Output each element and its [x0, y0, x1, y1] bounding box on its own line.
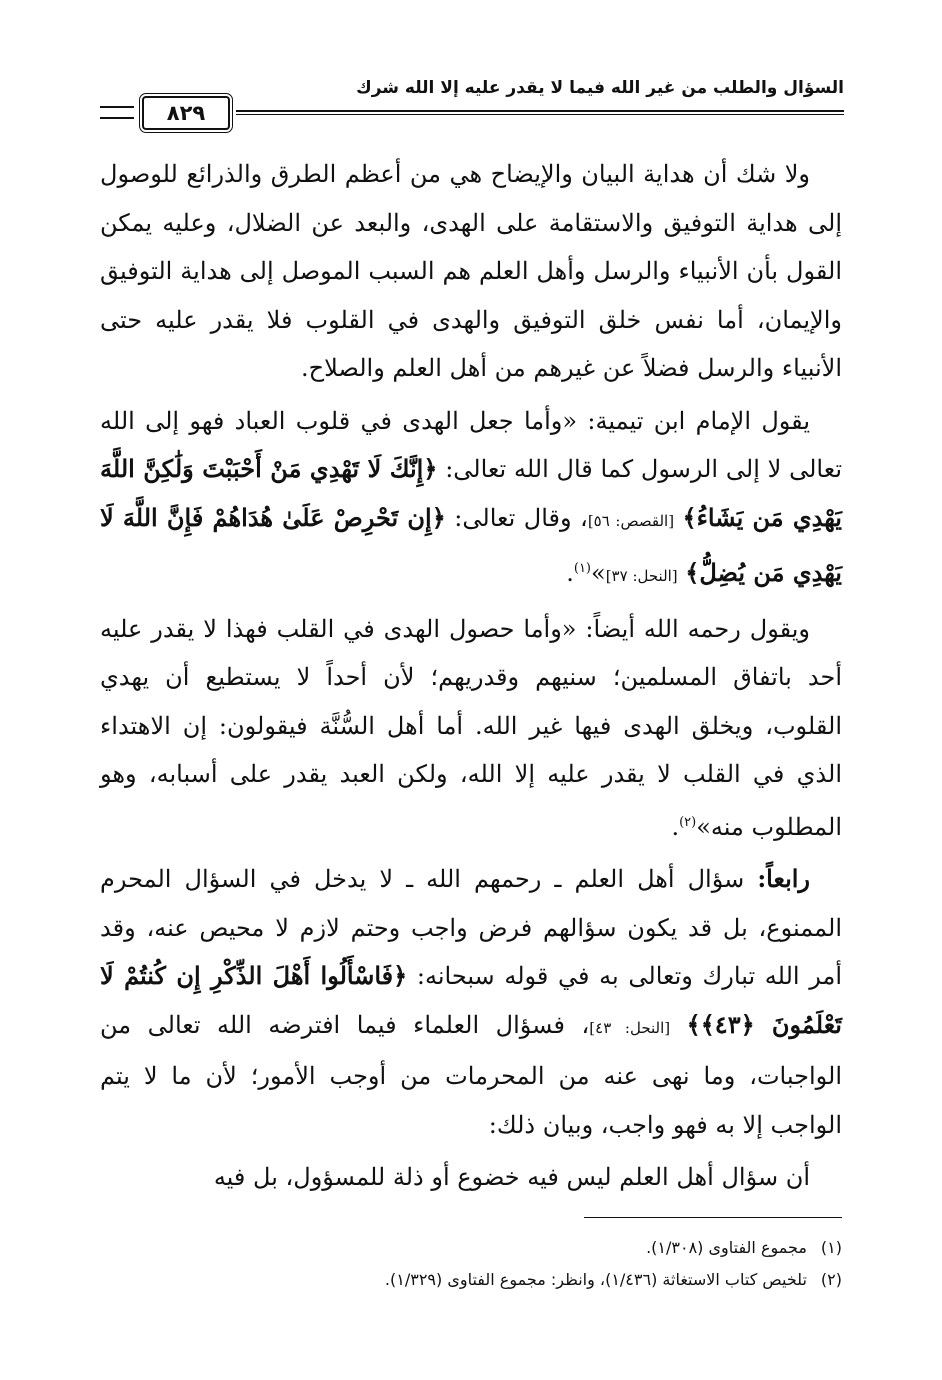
footnote-marker-1: (١): [573, 561, 591, 576]
paragraph-4-text-b: ، فسؤال العلماء فيما افترضه الله تعالى من الواجبات، وما نهى عنه من المحرمات من أوجب الأمور؛ لأن ما لا يتم الواجب إلا به فهو واجب، وبيان ذلك:: [100, 1010, 842, 1139]
paragraph-3-text: ويقول رحمه الله أيضاً: «وأما حصول الهدى في القلب فهذا لا يقدر عليه أحد باتفاق المسلمين؛ سنيهم وقدريهم؛ لأن أحداً لا يستطيع أن يهدي القلوب، ويخلق الهدى فيها غير الله. أما أهل السُّنَّة فيقولون: إن الاهتداء الذي في القلب لا يقدر عليه إلا الله، ولكن العبد يقدر على أسبابه، وهو المطلوب منه»: [100, 614, 842, 841]
footnote: [100, 1232, 842, 1264]
header-ornament-lines: [100, 106, 134, 119]
section-lead: رابعاً:: [757, 864, 810, 893]
header-rule: [236, 110, 844, 115]
main-text: [100, 150, 842, 1206]
footnotes: [100, 1232, 842, 1296]
paragraph-3: ويقول رحمه الله أيضاً: «وأما حصول الهدى في القلب فهذا لا يقدر عليه أحد باتفاق المسلمين؛ سنيهم وقدريهم؛ لأن أحداً لا يستطيع أن يهدي القلوب، ويخلق الهدى فيها غير الله. أما أهل السُّنَّة فيقولون: إن الاهتداء الذي في القلب لا يقدر عليه إلا الله، ولكن العبد يقدر على أسبابه، وهو المطلوب منه»$^{(٢)}$.: [100, 614, 842, 841]
footnote-text: مجموع الفتاوى (١/٣٠٨).: [646, 1238, 807, 1257]
paragraph-1: ولا شك أن هداية البيان والإيضاح هي من أعظم الطرق والذرائع للوصول إلى هداية التوفيق والاستقامة على الهدى، والبعد عن الضلال، وعليه يمكن القول بأن الأنبياء والرسل وأهل العلم هم السبب الموصل إلى هداية التوفيق والإيمان، أما نفس خلق التوفيق والهدى في القلوب فلا يقدر عليه حتى الأنبياء والرسل فضلاً عن غيرهم من أهل العلم والصلاح.: [100, 160, 843, 382]
page-header: [100, 78, 844, 128]
footnote: [100, 1264, 842, 1296]
footnote-text: تلخيص كتاب الاستغاثة (١/٤٣٦)، وانظر: مجموع الفتاوى (١/٣٢٩).: [384, 1270, 807, 1289]
paragraph-2-text-a: يقول الإمام ابن تيمية: «وأما جعل الهدى في قلوب العباد فهو إلى الله تعالى لا إلى الرسول كما قال الله تعالى:: [100, 406, 843, 483]
footnote-number: (١): [820, 1238, 842, 1257]
footnote-divider: [584, 1217, 842, 1218]
verse-reference-1: [القصص: ٥٦]: [587, 511, 675, 530]
page-number: ٨٢٩: [142, 96, 230, 130]
paragraph-4: [100, 855, 842, 1149]
paragraph-2-text-b: ، وقال تعالى:: [454, 503, 588, 532]
quran-verse-3: ﴿فَاسْأَلُوا أَهْلَ الذِّكْرِ إِن كُنتُمْ لَا تَعْلَمُونَ ﴿٤٣﴾﴾: [100, 961, 842, 1039]
quran-verse-2: ﴿إِن تَحْرِصْ عَلَىٰ هُدَاهُمْ فَإِنَّ اللَّهَ لَا يَهْدِي مَن يُضِلُّ﴾: [100, 502, 842, 587]
paragraph-5: أن سؤال أهل العلم ليس فيه خضوع أو ذلة للمسؤول، بل فيه: [213, 1163, 810, 1191]
footnote-number: (٢): [820, 1270, 842, 1289]
footnote-marker-2: (٢): [679, 814, 697, 830]
quran-verse-1: ﴿إِنَّكَ لَا تَهْدِي مَنْ أَحْبَبْتَ وَلَٰكِنَّ اللَّهَ يَهْدِي مَن يَشَاءُ﴾: [100, 454, 842, 532]
verse-reference-3: [النحل: ٤٣]: [589, 1018, 671, 1037]
paragraph-2: يقول الإمام ابن تيمية: «وأما جعل الهدى في قلوب العباد فهو إلى الله تعالى لا إلى الرسول كما قال الله تعالى: ﴿إِنَّكَ لَا تَهْدِي مَنْ أَحْبَبْتَ وَلَٰكِنَّ اللَّهَ يَهْدِي مَن يَشَاءُ﴾ [القصص: ٥٦]، وقال تعالى: ﴿إِن تَحْرِصْ عَلَىٰ هُدَاهُمْ فَإِنَّ اللَّهَ لَا يَهْدِي مَن يُضِلُّ﴾ [النحل: ٣٧]»$^{(١)}$.: [100, 406, 843, 587]
quote-close: »: [591, 559, 606, 587]
paragraph-4-text-a: سؤال أهل العلم ـ رحمهم الله ـ لا يدخل في السؤال المحرم الممنوع، بل قد يكون سؤالهم فرض واجب وحتم لازم لا محيص عنه، وقد أمر الله تبارك وتعالى به في قوله سبحانه:: [100, 865, 842, 990]
verse-reference-2: [النحل: ٣٧]: [605, 567, 678, 585]
running-title: السؤال والطلب من غير الله فيما لا يقدر عليه إلا الله شرك: [356, 78, 844, 98]
